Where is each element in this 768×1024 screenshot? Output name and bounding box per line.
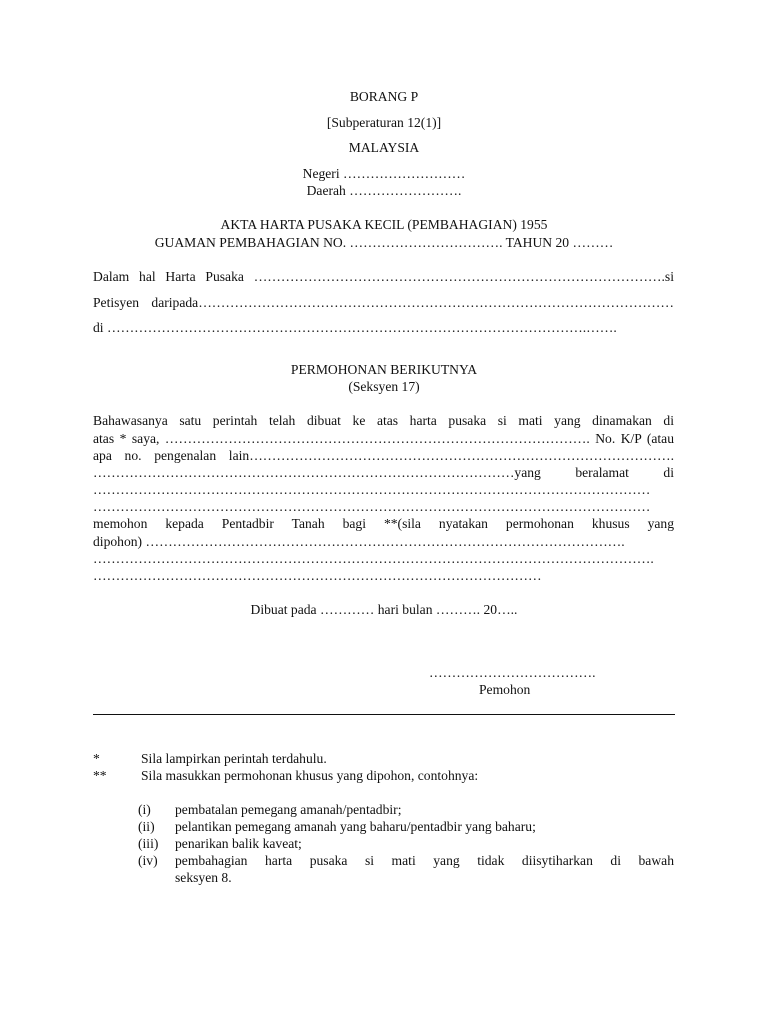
footnote-text: Sila lampirkan perintah terdahulu. (141, 751, 327, 766)
body-line: memohon kepada Pentadbir Tanah bagi **(sila nyatakan permohonan khusus yang (93, 516, 674, 531)
list-item: pembatalan pemegang amanah/pentadbir; (175, 802, 402, 817)
list-item-continued: seksyen 8. (175, 870, 232, 885)
body-line: ……………………………………………………………………………………………………………. (93, 551, 654, 566)
subregulation: [Subperaturan 12(1)] (326, 115, 442, 130)
body-line: …………………………………………………………………………………………………………… (93, 482, 651, 497)
list-item-number: (iii) (138, 836, 159, 851)
list-item-number: (ii) (138, 819, 155, 834)
divider-line (93, 714, 675, 715)
form-title: BORANG P (349, 89, 419, 104)
signature-line: ………………………………. (429, 665, 596, 680)
footnote-mark: ** (93, 768, 107, 783)
state-line: Negeri ……………………… (302, 166, 466, 181)
body-line: …………………………………………………………………………………………………………… (93, 499, 651, 514)
estate-line: Dalam hal Harta Pusaka ……………………………………………………………………………….si (93, 269, 674, 284)
signature-label: Pemohon (479, 682, 531, 697)
body-line: atas * saya, …………………………………………………………………………………. No. K/P (atau (93, 431, 674, 446)
list-item: pembahagian harta pusaka si mati yang tidak diisytiharkan di bawah (175, 853, 674, 868)
district-line: Daerah ……………………. (306, 183, 462, 198)
body-line: apa no. pengenalan lain…………………………………………………………………………………. (93, 448, 674, 463)
body-line: Bahawasanya satu perintah telah dibuat ke atas harta pusaka si mati yang dinamakan di (93, 413, 674, 428)
body-line: dipohon) ……………………………………………………………………………………………. (93, 534, 625, 549)
date-line: Dibuat pada ………… hari bulan ………. 20….. (250, 602, 518, 617)
list-item-number: (i) (138, 802, 151, 817)
list-item: pelantikan pemegang amanah yang baharu/pentadbir yang baharu; (175, 819, 536, 834)
address-line: di …………………………………………………………………………………………….……. (93, 320, 617, 335)
application-section: (Seksyen 17) (348, 379, 420, 394)
application-heading: PERMOHONAN BERIKUTNYA (290, 362, 478, 377)
petition-line: Petisyen daripada…………………………………………………………………………………………… (93, 295, 674, 310)
footnote-mark: * (93, 751, 100, 766)
list-item-number: (iv) (138, 853, 158, 868)
list-item: penarikan balik kaveat; (175, 836, 302, 851)
act-title: AKTA HARTA PUSAKA KECIL (PEMBAHAGIAN) 1955 (220, 217, 548, 232)
body-line: …………………………………………………………………………………yang beralamat di (93, 465, 674, 480)
country: MALAYSIA (348, 140, 420, 155)
case-line: GUAMAN PEMBAHAGIAN NO. ……………………………. TAHUN 20 ……… (154, 235, 614, 250)
footnote-text: Sila masukkan permohonan khusus yang dipohon, contohnya: (141, 768, 479, 783)
body-line: ……………………………………………………………………………………… (93, 568, 542, 583)
